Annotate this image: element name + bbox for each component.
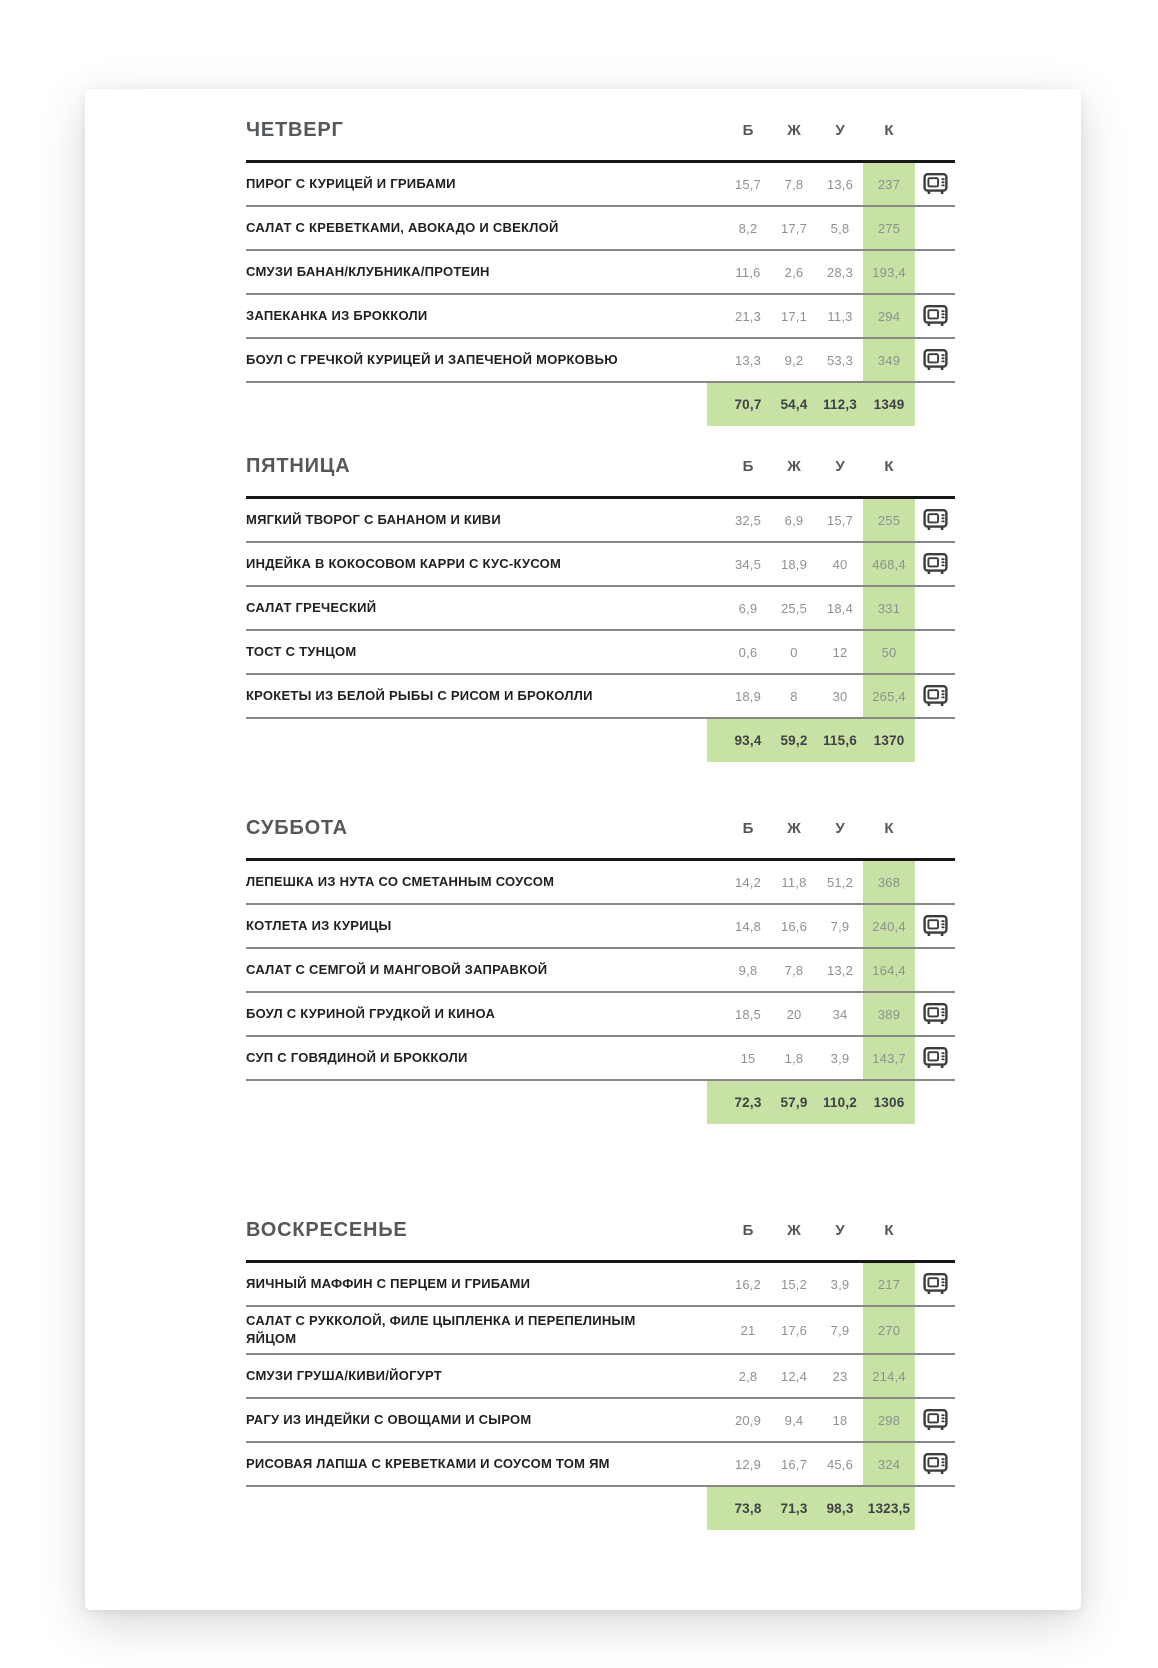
microwave-icon	[923, 1002, 948, 1026]
fat-value: 7,8	[784, 176, 804, 192]
calories-value: 255	[863, 499, 915, 541]
day-title: ВОСКРЕСЕНЬЕ	[246, 1219, 408, 1241]
fat-value: 16,7	[780, 1456, 808, 1472]
microwave-icon	[923, 684, 948, 708]
column-header-protein: Б	[742, 122, 754, 139]
dish-row	[246, 1307, 955, 1355]
total-carbs: 115,6	[822, 733, 858, 748]
calories-value: 270	[863, 1307, 915, 1353]
microwave-icon	[923, 1452, 948, 1476]
totals-icon-spacer	[915, 1487, 955, 1530]
dish-row	[246, 339, 955, 383]
dish-row	[246, 1399, 955, 1443]
calories-value: 331	[863, 587, 915, 629]
carbs-value: 51,2	[826, 874, 854, 890]
protein-value: 32,5	[734, 512, 762, 528]
recipe-video-button[interactable]	[923, 172, 948, 196]
column-header-fat: Ж	[787, 820, 801, 837]
calories-value: 389	[863, 993, 915, 1035]
dish-name: ЛЕПЕШКА ИЗ НУТА СО СМЕТАННЫМ СОУСОМ	[246, 873, 555, 889]
section-header	[246, 1218, 955, 1242]
total-protein: 93,4	[734, 733, 762, 748]
column-header-protein: Б	[742, 820, 754, 837]
fat-value: 2,6	[784, 264, 804, 280]
protein-value: 11,6	[735, 264, 761, 280]
protein-value: 2,8	[738, 1368, 758, 1384]
fat-value: 17,6	[780, 1322, 808, 1338]
carbs-value: 13,6	[826, 176, 854, 192]
total-calories: 1306	[873, 1095, 905, 1110]
dish-name: ЗАПЕКАНКА ИЗ БРОККОЛИ	[246, 307, 428, 323]
calories-value: 298	[863, 1399, 915, 1441]
dish-name: БОУЛ С КУРИНОЙ ГРУДКОЙ И КИНОА	[246, 1005, 496, 1021]
dish-row	[246, 993, 955, 1037]
total-fat: 54,4	[780, 397, 808, 412]
fat-value: 17,7	[780, 220, 808, 236]
carbs-value: 7,9	[830, 1322, 850, 1338]
calories-value: 275	[863, 207, 915, 249]
column-header-calories: К	[884, 820, 894, 837]
dish-row	[246, 251, 955, 295]
column-header-fat: Ж	[787, 1222, 801, 1239]
document-card	[85, 89, 1081, 1610]
calories-value: 468,4	[863, 543, 915, 585]
protein-value: 8,2	[738, 220, 758, 236]
microwave-icon	[923, 508, 948, 532]
totals-spacer	[246, 400, 646, 410]
dish-row	[246, 675, 955, 719]
calories-value: 50	[863, 631, 915, 673]
carbs-value: 18	[832, 1412, 848, 1428]
recipe-icon-cell	[915, 1307, 955, 1353]
day-section	[246, 118, 955, 426]
fat-value: 8	[790, 688, 798, 704]
protein-value: 34,5	[734, 556, 762, 572]
recipe-video-button[interactable]	[923, 684, 948, 708]
dish-name: РАГУ ИЗ ИНДЕЙКИ С ОВОЩАМИ И СЫРОМ	[246, 1412, 532, 1428]
recipe-icon-cell	[915, 1263, 955, 1305]
carbs-value: 13,2	[826, 962, 854, 978]
fat-value: 0	[790, 644, 798, 660]
totals-row	[246, 1081, 955, 1124]
carbs-value: 3,9	[830, 1276, 850, 1292]
protein-value: 14,8	[734, 918, 762, 934]
totals-row	[246, 1487, 955, 1530]
column-header-calories: К	[884, 122, 894, 139]
fat-value: 16,6	[780, 918, 808, 934]
microwave-icon	[923, 552, 948, 576]
calories-value: 324	[863, 1443, 915, 1485]
recipe-icon-cell	[915, 905, 955, 947]
dish-name: МЯГКИЙ ТВОРОГ С БАНАНОМ И КИВИ	[246, 511, 501, 527]
calories-value: 294	[863, 295, 915, 337]
dish-name: САЛАТ С РУККОЛОЙ, ФИЛЕ ЦЫПЛЕНКА И ПЕРЕПЕЛИНЫМ ЯЙЦОМ	[246, 1313, 636, 1347]
dish-name: ТОСТ С ТУНЦОМ	[246, 643, 357, 659]
recipe-icon-cell	[915, 631, 955, 673]
recipe-icon-cell	[915, 861, 955, 903]
nutrition-table	[246, 858, 955, 1124]
column-header-carbs: У	[835, 458, 845, 475]
carbs-value: 5,8	[830, 220, 850, 236]
calories-value: 164,4	[863, 949, 915, 991]
calories-value: 265,4	[863, 675, 915, 717]
fat-value: 11,8	[781, 874, 807, 890]
total-protein: 70,7	[734, 397, 762, 412]
fat-value: 18,9	[780, 556, 808, 572]
recipe-video-button[interactable]	[923, 1452, 948, 1476]
recipe-icon-cell	[915, 949, 955, 991]
column-header-protein: Б	[742, 1222, 754, 1239]
dish-name: САЛАТ С СЕМГОЙ И МАНГОВОЙ ЗАПРАВКОЙ	[246, 961, 548, 977]
day-section	[246, 816, 955, 1124]
dish-name: САЛАТ С КРЕВЕТКАМИ, АВОКАДО И СВЕКЛОЙ	[246, 219, 559, 235]
column-header-calories: К	[884, 458, 894, 475]
carbs-value: 30	[832, 688, 848, 704]
nutrition-table	[246, 496, 955, 762]
totals-spacer	[246, 736, 646, 746]
carbs-value: 3,9	[830, 1050, 850, 1066]
carbs-value: 34	[832, 1006, 848, 1022]
recipe-video-button[interactable]	[923, 1408, 948, 1432]
recipe-video-button[interactable]	[923, 304, 948, 328]
carbs-value: 11,3	[827, 308, 853, 324]
fat-value: 12,4	[780, 1368, 808, 1384]
fat-value: 9,4	[784, 1412, 804, 1428]
recipe-icon-cell	[915, 1399, 955, 1441]
dish-row	[246, 295, 955, 339]
totals-row	[246, 719, 955, 762]
recipe-icon-cell	[915, 339, 955, 381]
dish-name: СУП С ГОВЯДИНОЙ И БРОККОЛИ	[246, 1049, 468, 1065]
recipe-video-button[interactable]	[923, 348, 948, 372]
column-header-carbs: У	[835, 1222, 845, 1239]
carbs-value: 7,9	[830, 918, 850, 934]
protein-value: 9,8	[738, 962, 758, 978]
protein-value: 13,3	[734, 352, 762, 368]
dish-row	[246, 1037, 955, 1081]
protein-value: 0,6	[738, 644, 758, 660]
dish-row	[246, 207, 955, 251]
fat-value: 6,9	[784, 512, 804, 528]
carbs-value: 40	[832, 556, 848, 572]
microwave-icon	[923, 304, 948, 328]
carbs-value: 53,3	[826, 352, 854, 368]
total-calories: 1323,5	[867, 1501, 911, 1517]
dish-row	[246, 1263, 955, 1307]
carbs-value: 28,3	[826, 264, 854, 280]
dish-row	[246, 949, 955, 993]
nutrition-table	[246, 1260, 955, 1530]
recipe-video-button[interactable]	[923, 1002, 948, 1026]
calories-value: 240,4	[863, 905, 915, 947]
recipe-icon-cell	[915, 1037, 955, 1079]
fat-value: 25,5	[780, 600, 808, 616]
column-header-carbs: У	[835, 820, 845, 837]
recipe-icon-cell	[915, 163, 955, 205]
calories-value: 368	[863, 861, 915, 903]
protein-value: 18,5	[734, 1006, 762, 1022]
recipe-icon-cell	[915, 251, 955, 293]
protein-value: 6,9	[738, 600, 758, 616]
totals-icon-spacer	[915, 1081, 955, 1124]
fat-value: 9,2	[784, 352, 804, 368]
recipe-icon-cell	[915, 543, 955, 585]
recipe-video-button[interactable]	[923, 1046, 948, 1070]
carbs-value: 15,7	[826, 512, 854, 528]
dish-name: СМУЗИ БАНАН/КЛУБНИКА/ПРОТЕИН	[246, 263, 490, 279]
recipe-video-button[interactable]	[923, 552, 948, 576]
microwave-icon	[923, 1272, 948, 1296]
recipe-icon-cell	[915, 675, 955, 717]
column-header-carbs: У	[835, 122, 845, 139]
carbs-value: 23	[832, 1368, 848, 1384]
fat-value: 17,1	[780, 308, 808, 324]
recipe-video-button[interactable]	[923, 508, 948, 532]
dish-name: СМУЗИ ГРУША/КИВИ/ЙОГУРТ	[246, 1368, 442, 1384]
recipe-icon-cell	[915, 499, 955, 541]
protein-value: 15,7	[734, 176, 762, 192]
total-carbs: 110,2	[822, 1095, 858, 1110]
column-header-calories: К	[884, 1222, 894, 1239]
calories-value: 217	[863, 1263, 915, 1305]
total-protein: 72,3	[734, 1095, 762, 1110]
microwave-icon	[923, 1408, 948, 1432]
total-fat: 57,9	[780, 1095, 808, 1110]
dish-name: БОУЛ С ГРЕЧКОЙ КУРИЦЕЙ И ЗАПЕЧЕНОЙ МОРКОВЬЮ	[246, 351, 618, 367]
microwave-icon	[923, 172, 948, 196]
day-section	[246, 454, 955, 762]
dish-row	[246, 1443, 955, 1487]
calories-value: 143,7	[863, 1037, 915, 1079]
calories-value: 237	[863, 163, 915, 205]
totals-icon-spacer	[915, 719, 955, 762]
recipe-video-button[interactable]	[923, 1272, 948, 1296]
nutrition-table	[246, 160, 955, 426]
calories-value: 193,4	[863, 251, 915, 293]
protein-value: 21	[740, 1322, 756, 1338]
protein-value: 16,2	[734, 1276, 762, 1292]
dish-name: КОТЛЕТА ИЗ КУРИЦЫ	[246, 917, 392, 933]
carbs-value: 18,4	[826, 600, 854, 616]
day-section	[246, 1218, 955, 1530]
dish-row	[246, 499, 955, 543]
protein-value: 18,9	[734, 688, 762, 704]
recipe-icon-cell	[915, 1443, 955, 1485]
fat-value: 20	[786, 1006, 802, 1022]
protein-value: 21,3	[734, 308, 762, 324]
dish-row	[246, 1355, 955, 1399]
total-calories: 1370	[873, 733, 905, 748]
calories-value: 349	[863, 339, 915, 381]
dish-name: ИНДЕЙКА В КОКОСОВОМ КАРРИ С КУС-КУСОМ	[246, 555, 562, 571]
column-header-protein: Б	[742, 458, 754, 475]
carbs-value: 45,6	[826, 1456, 854, 1472]
recipe-icon-cell	[915, 993, 955, 1035]
day-title: СУББОТА	[246, 817, 348, 839]
meal-plan-sections	[246, 118, 955, 1530]
dish-name: САЛАТ ГРЕЧЕСКИЙ	[246, 599, 377, 615]
total-carbs: 112,3	[822, 397, 858, 412]
recipe-icon-cell	[915, 1355, 955, 1397]
microwave-icon	[923, 914, 948, 938]
section-header	[246, 816, 955, 840]
total-fat: 71,3	[780, 1501, 808, 1517]
carbs-value: 12	[832, 644, 848, 660]
recipe-icon-cell	[915, 295, 955, 337]
protein-value: 15	[740, 1050, 756, 1066]
microwave-icon	[923, 1046, 948, 1070]
recipe-icon-cell	[915, 207, 955, 249]
total-protein: 73,8	[734, 1501, 762, 1517]
recipe-icon-cell	[915, 587, 955, 629]
protein-value: 20,9	[734, 1412, 762, 1428]
section-header	[246, 118, 955, 142]
calories-value: 214,4	[863, 1355, 915, 1397]
dish-name: ЯИЧНЫЙ МАФФИН С ПЕРЦЕМ И ГРИБАМИ	[246, 1275, 531, 1291]
fat-value: 1,8	[784, 1050, 804, 1066]
fat-value: 7,8	[784, 962, 804, 978]
column-header-fat: Ж	[787, 122, 801, 139]
fat-value: 15,2	[780, 1276, 808, 1292]
protein-value: 12,9	[734, 1456, 762, 1472]
dish-row	[246, 163, 955, 207]
dish-name: КРОКЕТЫ ИЗ БЕЛОЙ РЫБЫ С РИСОМ И БРОКОЛЛИ	[246, 687, 593, 703]
dish-row	[246, 631, 955, 675]
section-header	[246, 454, 955, 478]
total-calories: 1349	[873, 397, 905, 412]
total-fat: 59,2	[780, 733, 808, 748]
microwave-icon	[923, 348, 948, 372]
dish-row	[246, 587, 955, 631]
recipe-video-button[interactable]	[923, 914, 948, 938]
dish-row	[246, 861, 955, 905]
totals-spacer	[246, 1098, 646, 1108]
day-title: ЧЕТВЕРГ	[246, 119, 344, 141]
day-title: ПЯТНИЦА	[246, 455, 351, 477]
column-header-fat: Ж	[787, 458, 801, 475]
totals-spacer	[246, 1504, 646, 1514]
totals-row	[246, 383, 955, 426]
totals-icon-spacer	[915, 383, 955, 426]
dish-name: РИСОВАЯ ЛАПША С КРЕВЕТКАМИ И СОУСОМ ТОМ ЯМ	[246, 1456, 610, 1472]
dish-name: ПИРОГ С КУРИЦЕЙ И ГРИБАМИ	[246, 175, 456, 191]
dish-row	[246, 543, 955, 587]
total-carbs: 98,3	[826, 1501, 854, 1517]
protein-value: 14,2	[734, 874, 762, 890]
dish-row	[246, 905, 955, 949]
